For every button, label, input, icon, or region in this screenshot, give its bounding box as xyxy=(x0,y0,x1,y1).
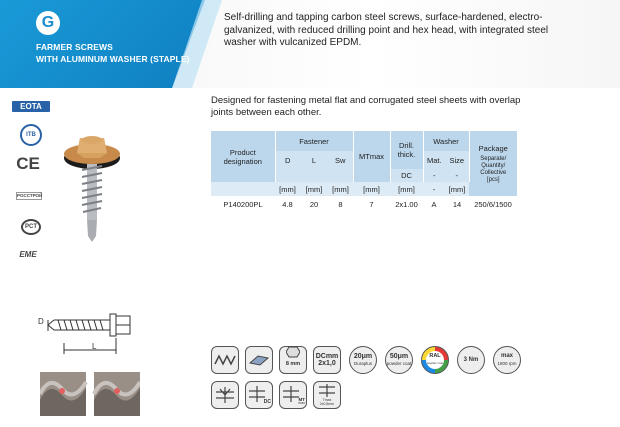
unit-cell: [mm] xyxy=(445,182,469,196)
sub-header-size: Size xyxy=(445,151,469,169)
sub-header-sw: Sw xyxy=(328,151,353,169)
unit-cell: [mm] xyxy=(390,182,423,196)
unit-cell: - xyxy=(423,182,445,196)
screw-technical-drawing xyxy=(38,306,143,364)
torque-icon: 3 Nm xyxy=(457,346,485,374)
sub-header-d-blank xyxy=(275,169,300,182)
fastener-header: Fastener xyxy=(275,131,353,151)
cell-d: 4.8 xyxy=(282,199,293,209)
unit-cell-blank xyxy=(211,182,275,196)
sub-header-d: D xyxy=(275,151,300,169)
screw-product-image xyxy=(60,128,124,248)
cell-mtmax: 7 xyxy=(369,199,374,209)
hex-head-icon: 8 mm xyxy=(279,346,307,374)
pct-mark-icon: PCT xyxy=(21,219,41,235)
ral-color-icon: RAL powder coat xyxy=(421,346,449,374)
max-speed-icon: max 1800 rpm xyxy=(493,346,521,374)
table-row xyxy=(211,196,517,212)
product-title-line1: FARMER SCREWS xyxy=(36,42,113,52)
sub-header-dc: DC xyxy=(390,169,423,182)
spec-table xyxy=(211,131,517,212)
cell-sw: 8 xyxy=(338,199,343,209)
cell-mat: A xyxy=(431,199,437,209)
cell-package: 250/6/1500 xyxy=(474,199,512,209)
drill-thickness-header: Drill. thick. xyxy=(390,131,423,169)
unit-cell: [mm] xyxy=(328,182,353,196)
mtmax-header: MTmax xyxy=(353,131,390,182)
eota-logo-icon: EOTA xyxy=(12,101,50,112)
sub-header-l-blank xyxy=(300,169,328,182)
sub-header-size-dash: - xyxy=(445,169,469,182)
cell-size: 14 xyxy=(452,199,462,209)
brand-logo-icon: G xyxy=(36,11,60,35)
product-title xyxy=(36,41,206,65)
product-description: Self-drilling and tapping carbon steel screws, surface-hardened, electro-galvanized, with reduced drilling point and hex head, with integrated steel washer with vulcanized EPDM. xyxy=(224,12,549,48)
ce-mark-icon: CE xyxy=(16,154,40,173)
package-header: Package Separate/ Quantity/ Collective [pcs] xyxy=(469,131,517,196)
unit-cell: [mm] xyxy=(275,182,300,196)
unit-cell: [mm] xyxy=(300,182,328,196)
itb-logo-icon: ITB xyxy=(20,124,42,146)
product-title-line2: WITH ALUMINUM WASHER (STAPLE) xyxy=(36,54,190,64)
powder-coat-icon: 50μm powder coat xyxy=(385,346,413,374)
cell-designation: P140200PL xyxy=(223,199,263,209)
overlap-joint-icon xyxy=(211,381,239,409)
max-material-thickness-icon: MT max xyxy=(279,381,307,409)
sub-header-l: L xyxy=(300,151,328,169)
unit-cell: [mm] xyxy=(353,182,390,196)
application-photos xyxy=(40,370,140,418)
cell-l: 20 xyxy=(309,199,319,209)
drill-thickness-icon: DC xyxy=(245,381,273,409)
product-designation-header: Product designation xyxy=(211,131,275,182)
cell-dc: 2x1.00 xyxy=(395,199,418,209)
sub-header-mat: Mat. xyxy=(423,151,445,169)
drill-capacity-icon: DCmm 2x1,0 xyxy=(313,346,341,374)
sub-header-mat-dash: - xyxy=(423,169,445,182)
coating-thickness-icon: 20μm Duraplus xyxy=(349,346,377,374)
drawing-label-l: L xyxy=(92,342,97,351)
thread-pitch-icon: Tmax 2x0,5mm xyxy=(313,381,341,409)
usage-description: Designed for fastening metal flat and corrugated steel sheets with overlap joints between each other. xyxy=(211,95,521,118)
sub-header-sw-blank xyxy=(328,169,353,182)
corrugated-sheet-icon xyxy=(211,346,239,374)
flat-sheet-icon xyxy=(245,346,273,374)
washer-header: Washer xyxy=(423,131,469,151)
drawing-label-d: D xyxy=(38,317,44,326)
eme-mark-icon: EME xyxy=(19,250,37,259)
rosstroy-logo-icon: РОССТРОЙ xyxy=(17,193,43,198)
